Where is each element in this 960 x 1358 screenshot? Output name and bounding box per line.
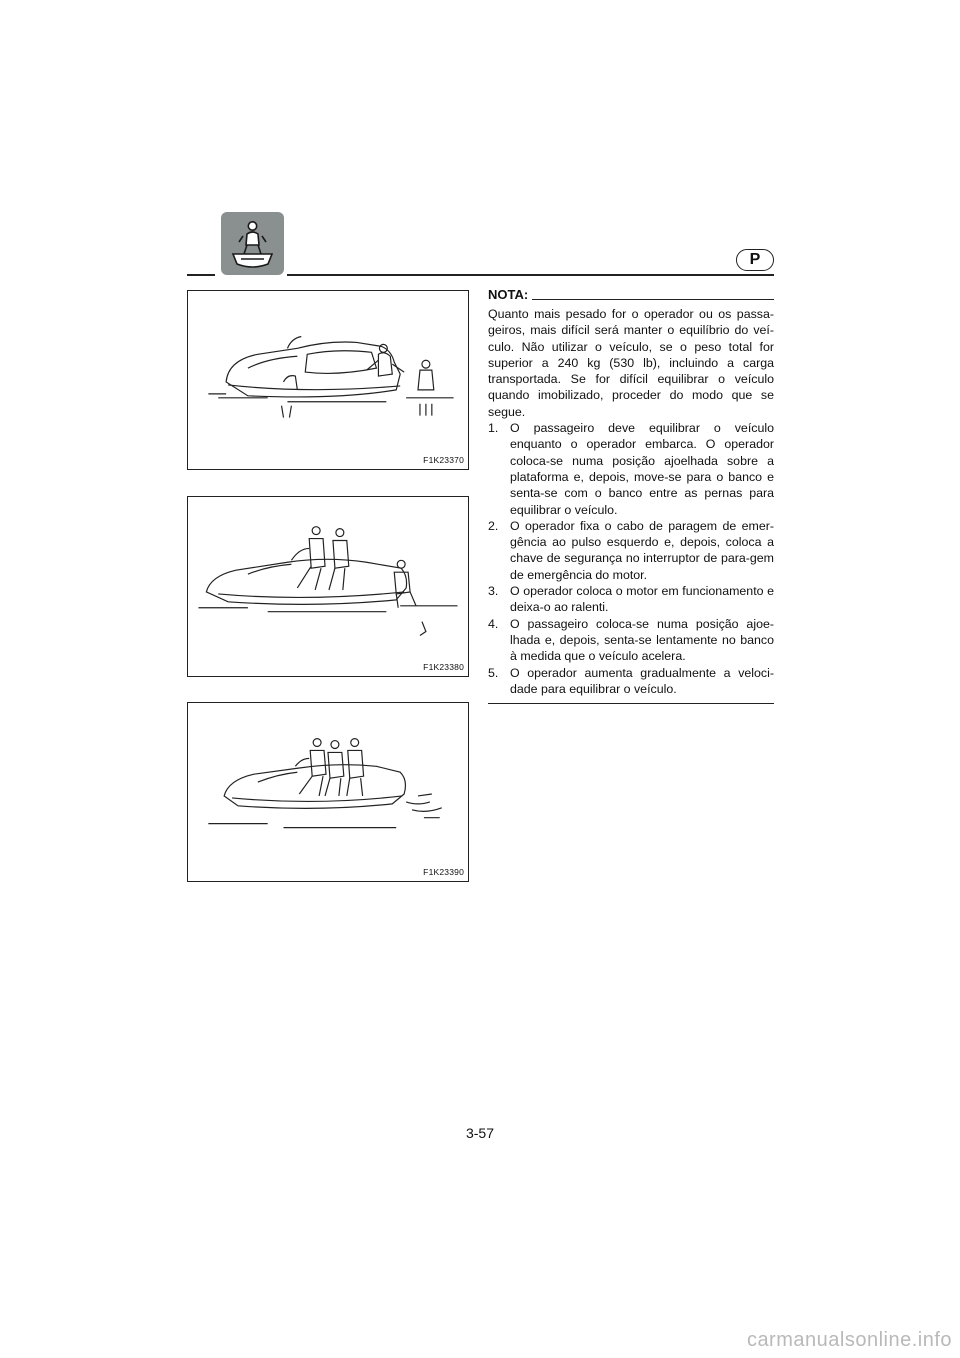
step-number: 4. — [488, 616, 499, 631]
watercraft-underway-illustration — [188, 703, 468, 881]
note-title: NOTA: — [488, 287, 529, 302]
figure-code: F1K23390 — [423, 867, 464, 877]
note-paragraph: Quanto mais pesado for o operador ou os passa-geiros, mais difícil será manter o equilíbrio do veí-culo. Não utilizar o veículo, se o peso total for superior a 240 kg (530 lb), incluindo a carga transportada. Se for difícil equilibrar o veículo quando imobilizado, proceder do modo que se segue. — [488, 307, 774, 419]
step-text: O operador aumenta gradualmente a veloci-dade para equilibrar o veículo. — [510, 665, 774, 696]
page-number: 3-57 — [465, 1125, 495, 1141]
step-number: 3. — [488, 584, 499, 599]
note-steps — [488, 420, 774, 697]
note-step — [488, 616, 774, 665]
note-step — [488, 518, 774, 583]
header-rule-left — [187, 274, 215, 276]
note-step — [488, 665, 774, 698]
step-text: O passageiro coloca-se numa posição ajoe-lhada e, depois, senta-se lentamente no banco à medida que o veículo acelera. — [510, 616, 774, 664]
step-text: O operador coloca o motor em funcionamento e deixa-o ao ralenti. — [510, 584, 774, 615]
figure-rider-boarding — [187, 290, 469, 470]
step-number: 2. — [488, 518, 499, 533]
figure-three-riders — [187, 702, 469, 882]
note-end-rule — [488, 703, 774, 704]
note-step — [488, 420, 774, 518]
step-text: O passageiro deve equilibrar o veículo enquanto o operador embarca. O operador coloca-se numa posição ajoelhada sobre a plataforma e, depois, move-se para o banco e senta-se com o banco entre as pernas para equilibrar o veículo. — [510, 421, 774, 517]
step-number: 1. — [488, 421, 499, 436]
language-badge: P — [736, 249, 774, 271]
step-number: 5. — [488, 665, 499, 680]
figure-code: F1K23370 — [423, 455, 464, 465]
figure-code: F1K23380 — [423, 662, 464, 672]
note-header — [488, 288, 774, 302]
note-title-rule — [532, 299, 774, 300]
header-rule — [287, 274, 774, 276]
note-step — [488, 583, 774, 616]
figure-passenger-boarding — [187, 496, 469, 677]
step-text: O operador fixa o cabo de paragem de emer-gência ao pulso esquerdo e, depois, coloca a chave de segurança no interruptor de para-gem de emergência do motor. — [510, 518, 774, 582]
watercraft-boarding-illustration — [188, 291, 468, 469]
watermark: carmanualsonline.info — [746, 1329, 952, 1351]
personal-watercraft-rider-icon — [221, 212, 284, 275]
watercraft-passenger-illustration — [188, 497, 468, 676]
note-block — [488, 288, 774, 704]
